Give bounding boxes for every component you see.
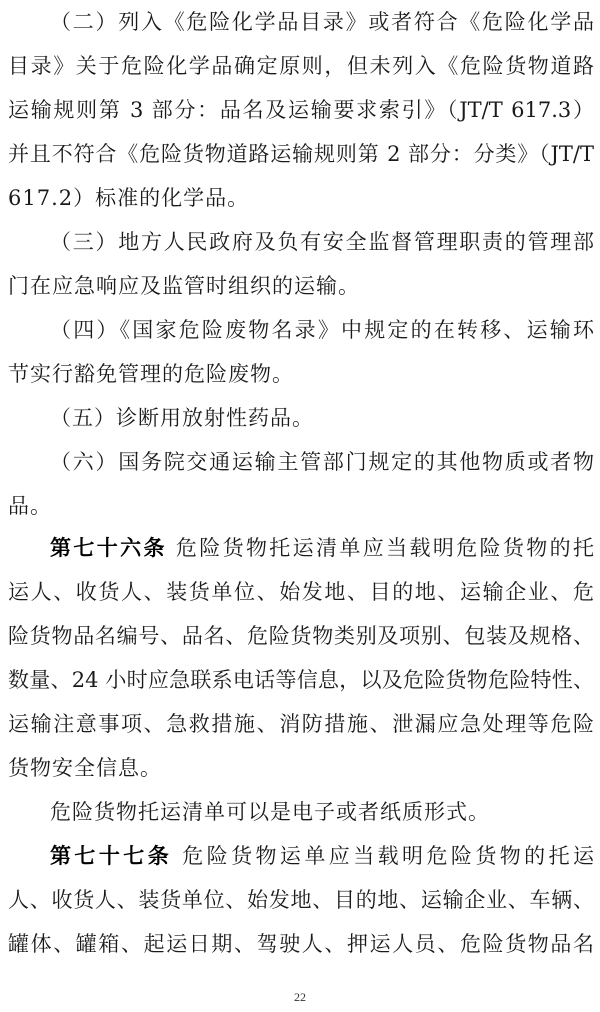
text-line: （二）列入《危险化学品目录》或者符合《危险化学品 — [50, 10, 594, 34]
text-line: 危险货物运单应当载明危险货物的托运 — [182, 844, 594, 868]
text-line: 节实行豁免管理的危险废物。 — [8, 362, 294, 386]
text-line: 运输规则第 3 部分：品名及运输要求索引》（JT/T 617.3） — [8, 98, 594, 122]
text-line: 617.2）标准的化学品。 — [8, 186, 250, 210]
text-line: （四）《国家危险废物名录》中规定的在转移、运输环 — [50, 318, 594, 342]
text-line: 运人、收货人、装货单位、始发地、目的地、运输企业、危 — [8, 580, 594, 604]
text-line: 人、收货人、装货单位、始发地、目的地、运输企业、车辆、 — [8, 888, 594, 912]
page-number: 22 — [294, 990, 306, 1004]
text-line: 品。 — [8, 494, 52, 518]
text-line: 货物安全信息。 — [8, 756, 162, 780]
text-line: 危险货物托运清单应当载明危险货物的托 — [175, 536, 594, 560]
text-line: 目录》关于危险化学品确定原则，但未列入《危险货物道路 — [8, 54, 594, 78]
text-line: （三）地方人民政府及负有安全监督管理职责的管理部 — [50, 230, 594, 254]
text-line: 危险货物托运清单可以是电子或者纸质形式。 — [50, 800, 490, 824]
text-line: （六）国务院交通运输主管部门规定的其他物质或者物 — [50, 450, 594, 474]
article-77-title: 第七十七条 — [50, 844, 173, 868]
article-76-title: 第七十六条 — [50, 536, 167, 560]
text-line: 罐体、罐箱、起运日期、驾驶人、押运人员、危险货物品名 — [8, 932, 594, 956]
text-line: （五）诊断用放射性药品。 — [50, 406, 314, 430]
text-line: 运输注意事项、急救措施、消防措施、泄漏应急处理等危险 — [8, 712, 594, 736]
article-77-first-line — [8, 834, 594, 878]
article-76-first-line — [8, 526, 594, 570]
text-line: 并且不符合《危险货物道路运输规则第 2 部分：分类》（JT/T — [8, 142, 594, 166]
text-line: 数量、24 小时应急联系电话等信息，以及危险货物危险特性、 — [8, 668, 594, 692]
text-line: 险货物品名编号、品名、危险货物类别及项别、包装及规格、 — [8, 624, 594, 648]
text-line: 门在应急响应及监管时组织的运输。 — [8, 274, 360, 298]
